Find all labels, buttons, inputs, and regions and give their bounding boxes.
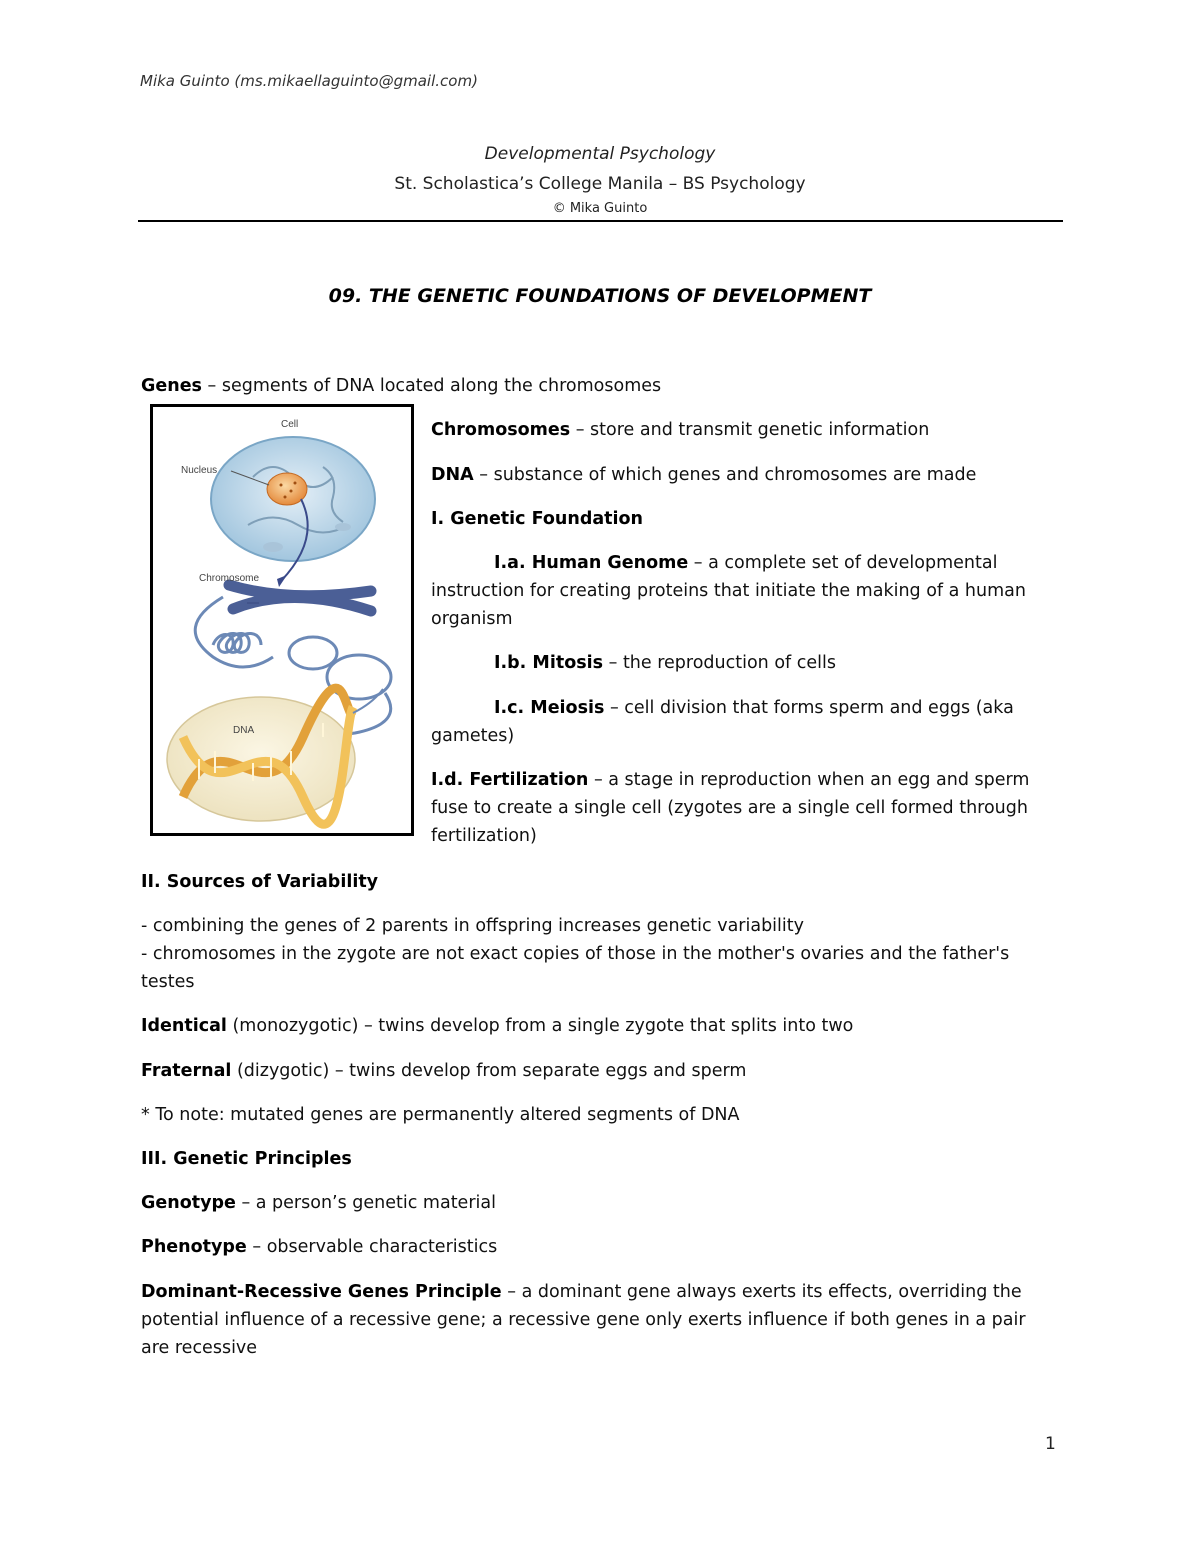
fraternal-paren: (dizygotic): [231, 1061, 330, 1081]
page-number: 1: [1045, 1434, 1056, 1454]
mitosis-definition: [431, 649, 1061, 677]
mitosis-term: I.b. Mitosis: [494, 653, 604, 673]
course-name: Developmental Psychology: [484, 144, 716, 164]
mitosis-def: – the reproduction of cells: [603, 653, 836, 673]
variability-bullets: [141, 912, 1031, 996]
dna-def: – substance of which genes and chromosomes are made: [473, 465, 977, 485]
chromosomes-definition: [431, 416, 1061, 444]
dominant-recessive-def: – a dominant gene always exerts its effects, overriding the potential influence of a recessive gene; a recessive gene only exerts influence if both genes in a pair are recessive: [141, 1282, 1026, 1358]
dominant-recessive-definition: [141, 1278, 1056, 1362]
chromosome-shape: [229, 585, 371, 611]
human-genome-cont: instruction for creating proteins that initiate the making of a human organism: [431, 581, 1026, 629]
chromosomes-def: – store and transmit genetic information: [570, 420, 930, 440]
header-divider: [138, 220, 1063, 222]
author-line: Mika Guinto (ms.mikaellaguinto@gmail.com): [140, 72, 478, 90]
school-name: St. Scholastica’s College Manila – BS Psychology: [394, 174, 806, 194]
genetics-illustration: [150, 404, 414, 836]
section-1-heading: I. Genetic Foundation: [431, 509, 644, 529]
human-genome-def: – a complete set of developmental: [688, 553, 998, 573]
meiosis-def: – cell division that forms sperm and eggs (aka: [604, 698, 1014, 718]
label-nucleus: Nucleus: [181, 465, 218, 476]
fertilization-definition: [431, 766, 1061, 850]
section-2-heading: II. Sources of Variability: [141, 872, 379, 892]
identical-definition: [141, 1012, 1061, 1040]
page-title: 09. THE GENETIC FOUNDATIONS OF DEVELOPMENT: [328, 285, 872, 307]
meiosis-term: I.c. Meiosis: [494, 698, 605, 718]
label-chromosome: Chromosome: [199, 573, 260, 584]
fertilization-term: I.d. Fertilization: [431, 770, 589, 790]
meiosis-definition: [431, 694, 1061, 750]
fraternal-term: Fraternal: [141, 1061, 232, 1081]
phenotype-def: – observable characteristics: [246, 1237, 498, 1257]
variability-bullet-2: - chromosomes in the zygote are not exact copies of those in the mother's ovaries and the father's testes: [141, 944, 1010, 992]
genotype-term: Genotype: [141, 1193, 236, 1213]
mutation-note: * To note: mutated genes are permanently altered segments of DNA: [141, 1105, 740, 1125]
label-dna: DNA: [233, 725, 255, 736]
meiosis-cont: gametes): [431, 726, 515, 746]
human-genome-first-line: [431, 549, 1061, 577]
identical-def: – twins develop from a single zygote that splits into two: [358, 1016, 854, 1036]
dna-definition: [431, 461, 1061, 489]
human-genome-term: I.a. Human Genome: [494, 553, 689, 573]
identical-term: Identical: [141, 1016, 227, 1036]
genes-def: – segments of DNA located along the chromosomes: [201, 376, 662, 396]
variability-bullet-1: - combining the genes of 2 parents in offspring increases genetic variability: [141, 916, 804, 936]
dna-term: DNA: [431, 465, 474, 485]
genes-term: Genes: [141, 376, 202, 396]
copyright-line: © Mika Guinto: [552, 201, 648, 216]
section-3-heading: III. Genetic Principles: [141, 1149, 352, 1169]
fraternal-def: – twins develop from separate eggs and sperm: [329, 1061, 747, 1081]
human-genome-definition: [431, 549, 1061, 633]
genotype-def: – a person’s genetic material: [235, 1193, 496, 1213]
fertilization-def: – a stage in reproduction when an egg and sperm fuse to create a single cell (zygotes are a single cell formed through fertilization): [431, 770, 1030, 846]
phenotype-definition: [141, 1233, 1061, 1261]
dominant-recessive-term: Dominant-Recessive Genes Principle: [141, 1282, 502, 1302]
genotype-definition: [141, 1189, 1061, 1217]
genes-definition: [141, 372, 1061, 400]
fraternal-definition: [141, 1057, 1061, 1085]
cell-dna-diagram: [153, 407, 411, 833]
identical-paren: (monozygotic): [226, 1016, 359, 1036]
label-cell: Cell: [281, 419, 299, 430]
phenotype-term: Phenotype: [141, 1237, 247, 1257]
chromosomes-term: Chromosomes: [431, 420, 571, 440]
